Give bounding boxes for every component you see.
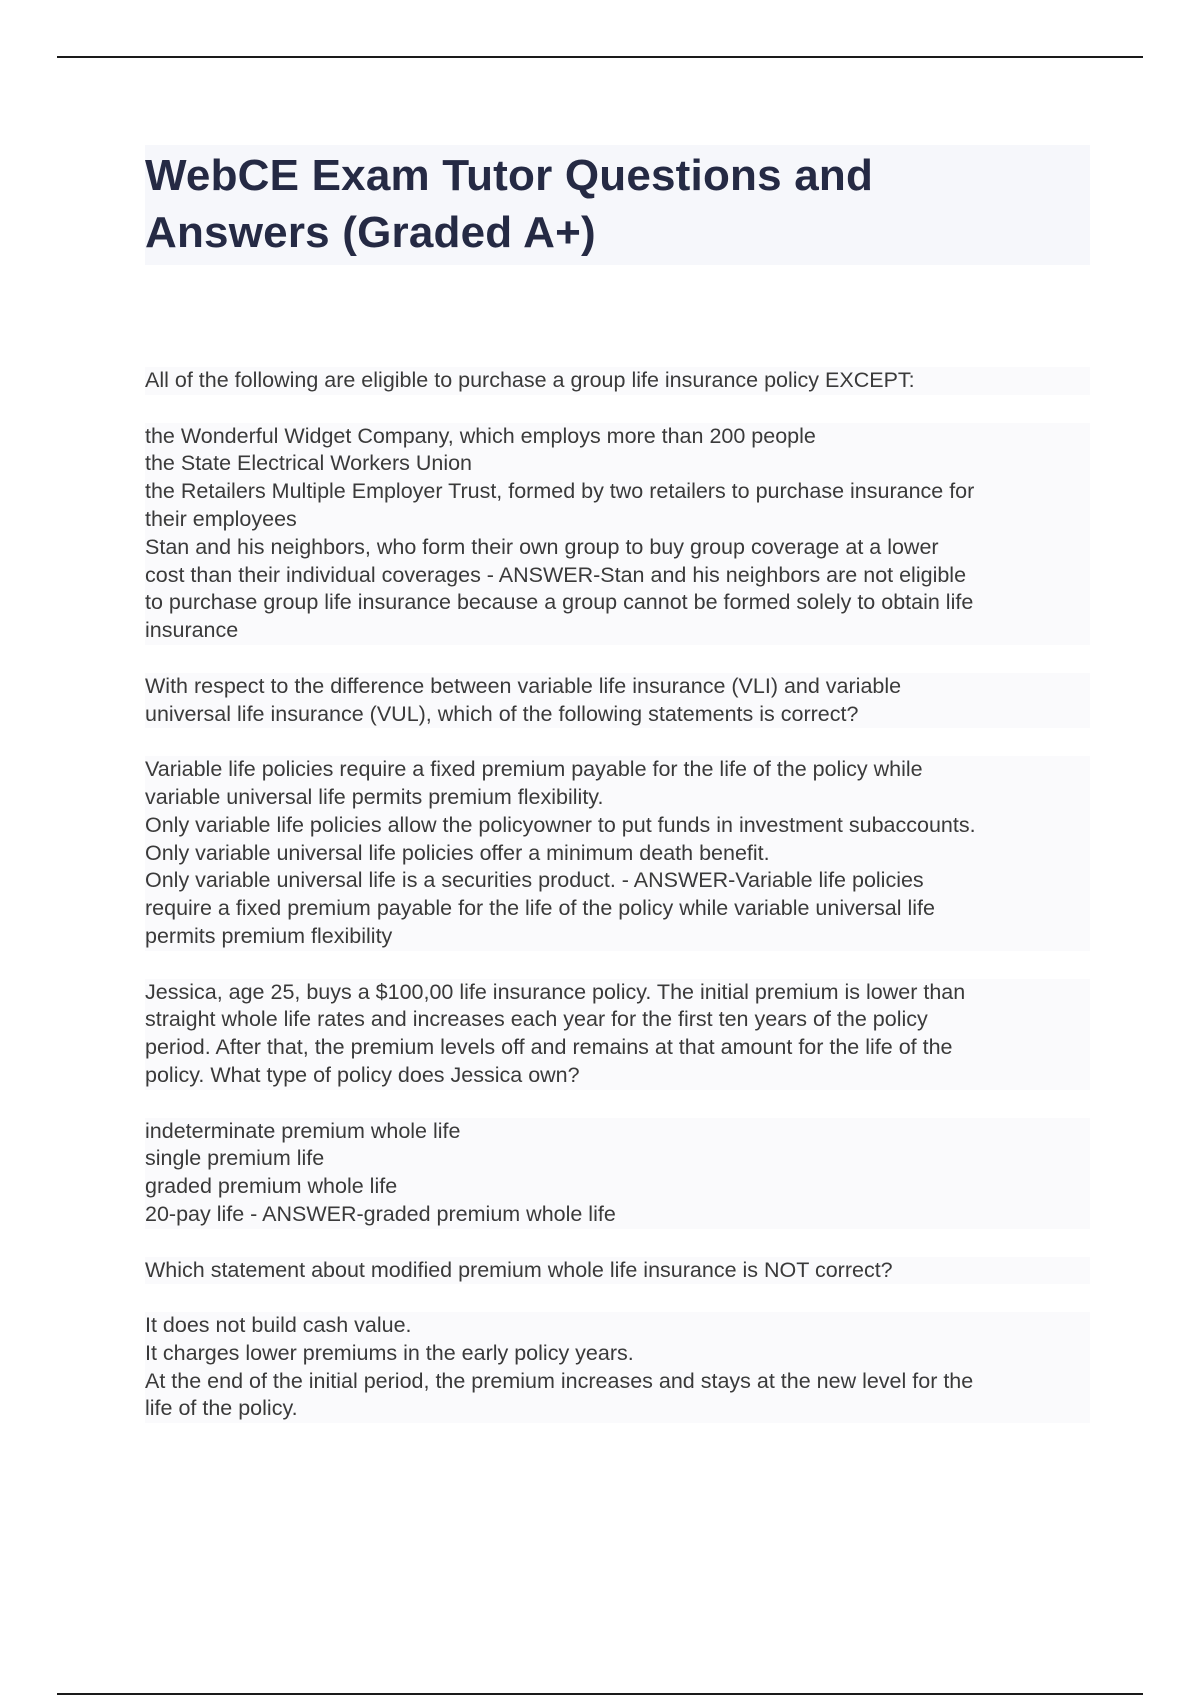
question-2 — [145, 673, 1090, 729]
text-line: life of the policy. — [145, 1396, 298, 1421]
question-3 — [145, 979, 1090, 1090]
title-block — [145, 145, 1090, 265]
text-line: graded premium whole life — [145, 1174, 398, 1199]
title-line: Answers (Graded A+) — [145, 208, 596, 257]
text-line: Jessica, age 25, buys a $100,00 life insurance policy. The initial premium is lower than — [145, 979, 966, 1004]
text-line: the State Electrical Workers Union — [145, 451, 473, 476]
text-line: All of the following are eligible to purchase a group life insurance policy EXCEPT: — [145, 368, 915, 392]
text-line: Which statement about modified premium whole life insurance is NOT correct? — [145, 1257, 893, 1282]
title-line: WebCE Exam Tutor Questions and — [145, 151, 874, 200]
options-4 — [145, 1312, 1090, 1423]
page-title — [145, 147, 1090, 261]
text-line: policy. What type of policy does Jessica own? — [145, 1062, 580, 1087]
text-line: Stan and his neighbors, who form their own group to buy group coverage at a lower — [145, 534, 939, 559]
text-line: With respect to the difference between variable life insurance (VLI) and variable — [145, 673, 902, 698]
text-line: to purchase group life insurance because a group cannot be formed solely to obtain life — [145, 590, 974, 615]
header-rule — [57, 56, 1143, 58]
text-line: the Retailers Multiple Employer Trust, formed by two retailers to purchase insurance for — [145, 479, 975, 504]
text-line: cost than their individual coverages - ANSWER-Stan and his neighbors are not eligible — [145, 562, 967, 587]
text-line: indeterminate premium whole life — [145, 1118, 461, 1143]
text-line: At the end of the initial period, the premium increases and stays at the new level for the — [145, 1368, 974, 1393]
text-line: Only variable universal life is a securities product. - ANSWER-Variable life policies — [145, 868, 924, 893]
text-line: require a fixed premium payable for the life of the policy while variable universal life — [145, 896, 935, 921]
text-line: It charges lower premiums in the early policy years. — [145, 1340, 634, 1365]
question-4 — [145, 1257, 1090, 1285]
text-line: the Wonderful Widget Company, which employs more than 200 people — [145, 423, 816, 448]
options-3 — [145, 1118, 1090, 1229]
question-1 — [145, 367, 1090, 395]
text-line: Only variable life policies allow the policyowner to put funds in investment subaccounts. — [145, 812, 976, 837]
text-line: universal life insurance (VUL), which of the following statements is correct? — [145, 701, 859, 726]
text-line: period. After that, the premium levels off and remains at that amount for the life of the — [145, 1035, 953, 1060]
text-line: their employees — [145, 506, 297, 531]
text-line: variable universal life permits premium flexibility. — [145, 784, 604, 809]
text-line: Variable life policies require a fixed premium payable for the life of the policy while — [145, 757, 923, 782]
text-line: straight whole life rates and increases each year for the first ten years of the policy — [145, 1007, 928, 1032]
text-line: insurance — [145, 618, 239, 643]
options-2 — [145, 756, 1090, 951]
document-body — [145, 367, 1090, 1451]
text-line: single premium life — [145, 1146, 325, 1171]
text-line: Only variable universal life policies offer a minimum death benefit. — [145, 840, 770, 865]
text-line: 20-pay life - ANSWER-graded premium whole life — [145, 1201, 616, 1226]
text-line: It does not build cash value. — [145, 1313, 412, 1338]
text-line: permits premium flexibility — [145, 923, 393, 948]
options-1 — [145, 423, 1090, 645]
footer-rule — [57, 1693, 1143, 1695]
